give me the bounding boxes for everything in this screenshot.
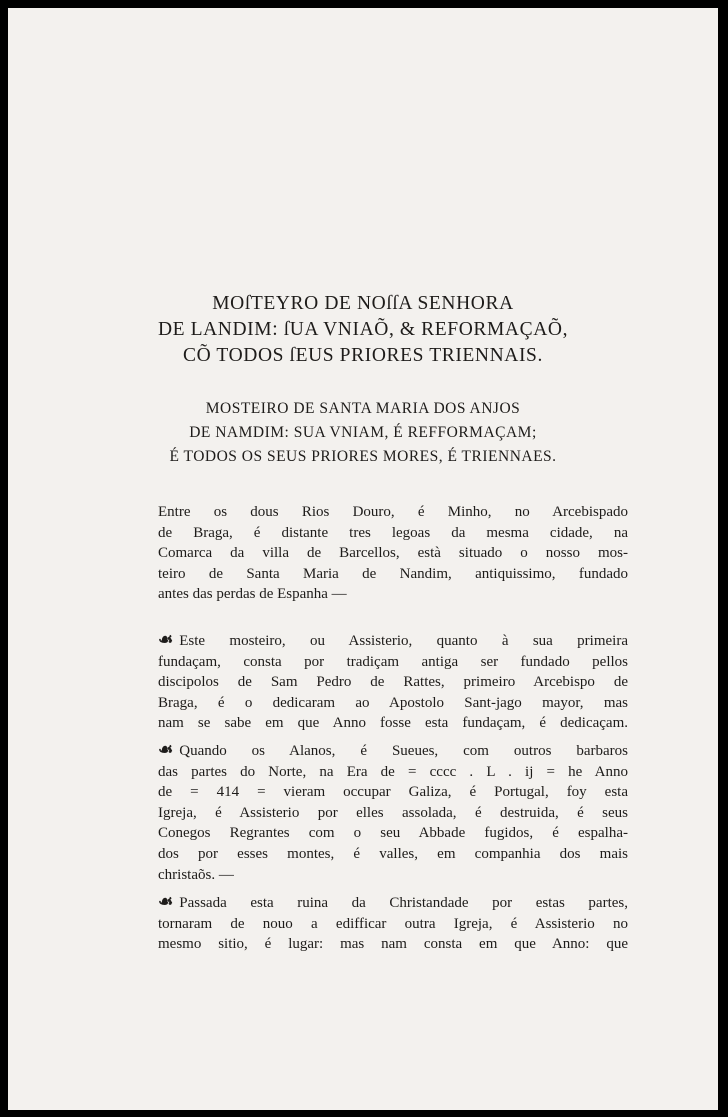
paragraph-line: Conegos Regrantes com o seu Abbade fugidos, é espalha- bbox=[158, 825, 628, 842]
paragraph-line: das partes do Norte, na Era de = cccc . L . ij = he Anno bbox=[158, 763, 628, 780]
paragraph-line: teiro de Santa Maria de Nandim, antiquissimo, fundado bbox=[158, 565, 628, 582]
subtitle-line: MOSTEIRO DE SANTA MARIA DOS ANJOS bbox=[205, 400, 521, 417]
title-line: DE LANDIM: ſUA VNIAÕ, & REFORMAÇAÕ, bbox=[157, 319, 569, 340]
paragraph-rebuild bbox=[158, 892, 628, 955]
paragraph-line: mesmo sitio, é lugar: mas nam consta em que Anno: que bbox=[158, 936, 628, 953]
paragraph-line-text: Quando os Alanos, é Sueues, com outros barbaros bbox=[179, 743, 628, 759]
paragraph-mark-icon: ☙ bbox=[158, 740, 174, 759]
paragraph-line: de Braga, é distante tres legoas da mesma cidade, na bbox=[158, 524, 628, 541]
paragraph-line: Comarca da villa de Barcellos, està situado o nosso mos- bbox=[158, 545, 628, 562]
paragraph-line: fundaçam, consta por tradiçam antiga ser fundado pellos bbox=[158, 653, 628, 670]
paragraph-line: antes das perdas de Espanha — bbox=[158, 586, 347, 603]
paragraph-line: dos por esses montes, é valles, em companhia dos mais bbox=[158, 845, 628, 862]
paragraph-line: tornaram de nouo a edifficar outra Igreja, é Assisterio no bbox=[158, 915, 628, 932]
page-subtitle bbox=[8, 397, 718, 469]
document-page bbox=[8, 8, 718, 1110]
paragraph-line: Entre os dous Rios Douro, é Minho, no Arcebispado bbox=[158, 504, 628, 520]
paragraph-intro bbox=[158, 502, 628, 605]
subtitle-line: DE NAMDIM: SUA VNIAM, É REFFORMAÇAM; bbox=[189, 424, 537, 441]
paragraph-foundation bbox=[158, 630, 628, 734]
paragraph-line bbox=[158, 630, 628, 652]
paragraph-line-text: Este mosteiro, ou Assisterio, quanto à sua primeira bbox=[179, 633, 628, 649]
paragraph-line: christaõs. — bbox=[158, 866, 234, 883]
paragraph-line: Braga, é o dedicaram ao Apostolo Sant-jago mayor, mas bbox=[158, 694, 628, 711]
page-title bbox=[8, 291, 718, 369]
paragraph-line: nam se sabe em que Anno fosse esta fundaçam, é dedicaçam. bbox=[158, 715, 628, 732]
paragraph-line-text: Passada esta ruina da Christandade por estas partes, bbox=[179, 895, 628, 911]
paragraph-mark-icon: ☙ bbox=[158, 892, 174, 911]
paragraph-line: Igreja, é Assisterio por elles assolada, é destruida, é seus bbox=[158, 804, 628, 821]
paragraph-line bbox=[158, 740, 628, 762]
paragraph-line: de = 414 = vieram occupar Galiza, é Portugal, foy esta bbox=[158, 784, 628, 801]
paragraph-line: discipolos de Sam Pedro de Rattes, primeiro Arcebispo de bbox=[158, 674, 628, 691]
title-line: CÕ TODOS ſEUS PRIORES TRIENNAIS. bbox=[183, 345, 543, 366]
subtitle-line: É TODOS OS SEUS PRIORES MORES, É TRIENNAES. bbox=[169, 448, 557, 465]
paragraph-line bbox=[158, 892, 628, 914]
paragraph-mark-icon: ☙ bbox=[158, 630, 174, 649]
paragraph-invasion bbox=[158, 740, 628, 885]
title-line: MOſTEYRO DE NOſſA SENHORA bbox=[212, 293, 514, 314]
